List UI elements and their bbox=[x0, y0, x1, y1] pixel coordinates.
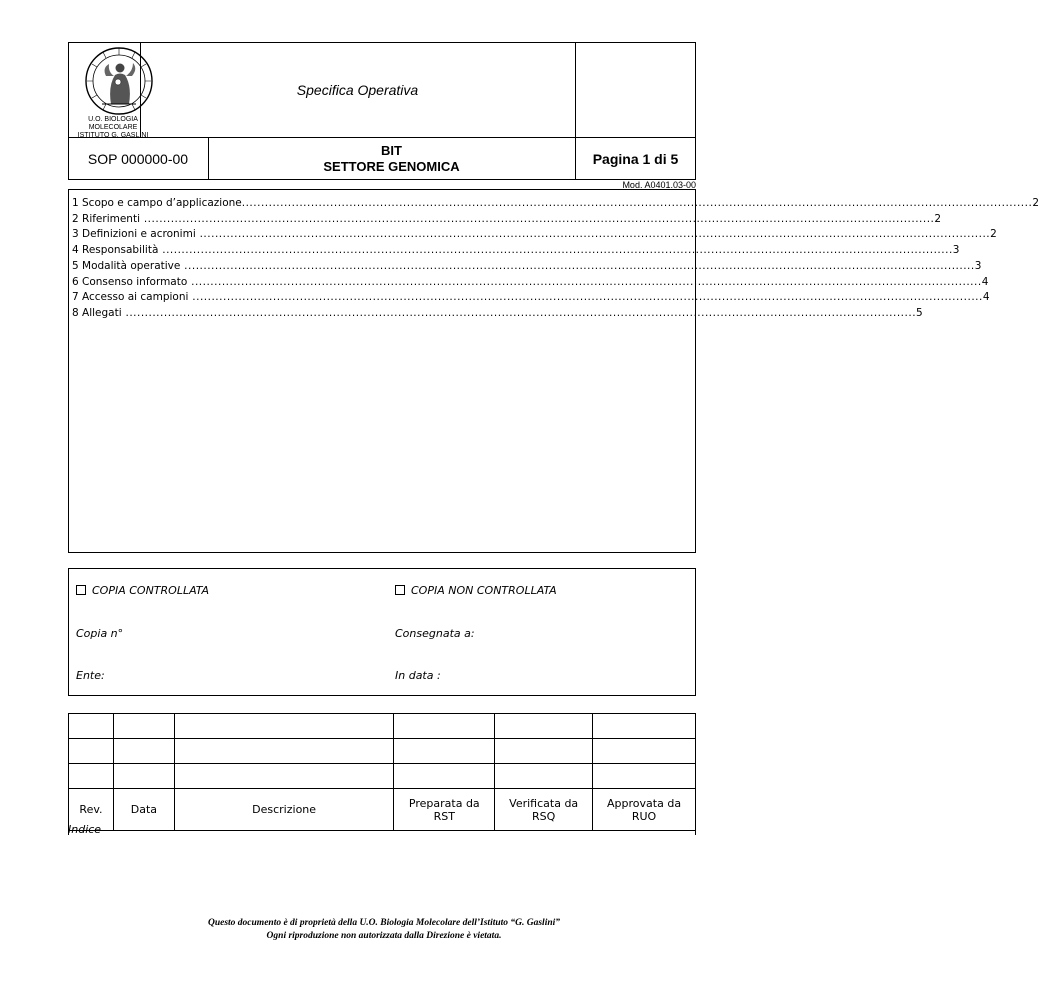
uncontrolled-copy-option[interactable]: COPIA NON CONTROLLATA bbox=[395, 584, 557, 597]
controlled-copy-option[interactable]: COPIA CONTROLLATA bbox=[76, 584, 209, 597]
toc-entry-page: 5 bbox=[916, 306, 923, 319]
checkbox-icon[interactable] bbox=[395, 585, 405, 595]
toc-leader: .............................................................................................................................................................................................................. bbox=[140, 212, 935, 225]
toc-entry-label: 4 Responsabilità bbox=[72, 244, 159, 257]
table-of-contents bbox=[72, 196, 1039, 322]
lab-name: U.O. BIOLOGIA MOLECOLARE ISTITUTO G. GASLINI bbox=[77, 116, 149, 139]
toc-entry-label: 2 Riferimenti bbox=[72, 212, 140, 225]
rev-header: Rev. bbox=[69, 789, 114, 831]
page-margin-line bbox=[695, 819, 696, 835]
toc-entry-label: 1 Scopo e campo d’applicazione bbox=[72, 197, 242, 209]
prepared-by-header: Preparata da RST bbox=[394, 789, 495, 831]
sop-code: SOP 000000-00 bbox=[87, 151, 189, 167]
footer-ownership: Questo documento è di proprietà della U.O. Biologia Molecolare dell’Istituto “G. Gaslini” bbox=[207, 918, 561, 928]
checkbox-icon[interactable] bbox=[76, 585, 86, 595]
copy-number-label: Copia n° bbox=[76, 627, 124, 640]
toc-entry[interactable] bbox=[72, 227, 997, 243]
toc-leader: .............................................................................................................................................................................................................. bbox=[180, 259, 975, 272]
model-code: Mod. A0401.03-00 bbox=[622, 180, 696, 190]
toc-entry-page: 2 bbox=[934, 212, 942, 225]
date-label: In data : bbox=[395, 669, 441, 682]
unit-name: BIT SETTORE GENOMICA bbox=[323, 143, 460, 174]
toc-entry[interactable] bbox=[72, 259, 982, 275]
delivered-to-label: Consegnata a: bbox=[395, 627, 475, 640]
table-header-row bbox=[69, 789, 696, 831]
toc-entry[interactable] bbox=[72, 275, 989, 291]
table-row bbox=[69, 739, 696, 764]
toc-entry-page: 3 bbox=[974, 259, 982, 272]
toc-leader: .............................................................................................................................................................................................................. bbox=[158, 244, 953, 257]
toc-entry-label: 7 Accesso ai campioni bbox=[72, 291, 189, 304]
toc-leader: .............................................................................................................................................................................................................. bbox=[187, 275, 982, 288]
toc-entry-label: 6 Consenso informato bbox=[72, 275, 188, 288]
toc-entry[interactable] bbox=[72, 212, 942, 228]
toc-leader: .............................................................................................................................................................................................................. bbox=[195, 228, 991, 241]
table-row bbox=[69, 714, 696, 739]
toc-entry-page: 3 bbox=[952, 244, 960, 257]
description-header: Descrizione bbox=[174, 789, 394, 831]
toc-entry[interactable] bbox=[72, 290, 990, 306]
footer-copyright: Ogni riproduzione non autorizzata dalla Direzione è vietata. bbox=[266, 931, 502, 941]
verified-by-header: Verificata da RSQ bbox=[495, 789, 593, 831]
toc-entry-page: 2 bbox=[990, 228, 997, 241]
table-row bbox=[69, 764, 696, 789]
entity-label: Ente: bbox=[76, 669, 105, 682]
revision-table bbox=[68, 713, 696, 831]
toc-entry-label: 3 Definizioni e acronimi bbox=[72, 228, 196, 241]
toc-entry[interactable] bbox=[72, 306, 923, 322]
index-heading: Indice bbox=[68, 823, 102, 836]
toc-entry[interactable] bbox=[72, 196, 1039, 212]
toc-entry-label: 8 Allegati bbox=[72, 306, 122, 319]
date-header: Data bbox=[113, 789, 174, 831]
toc-entry-label: 5 Modalità operative bbox=[72, 259, 181, 272]
page-number: Pagina 1 di 5 bbox=[592, 151, 679, 167]
document-type-title: Specifica Operativa bbox=[296, 81, 419, 98]
toc-leader: .............................................................................................................................................................................................................. bbox=[241, 197, 1033, 209]
toc-entry-page: 2 bbox=[1032, 197, 1039, 209]
toc-entry-page: 4 bbox=[982, 291, 990, 304]
toc-leader: .............................................................................................................................................................................................................. bbox=[121, 306, 917, 319]
approved-by-header: Approvata da RUO bbox=[593, 789, 696, 831]
toc-leader: .............................................................................................................................................................................................................. bbox=[188, 291, 983, 304]
toc-entry-page: 4 bbox=[981, 275, 989, 288]
toc-entry[interactable] bbox=[72, 243, 960, 259]
